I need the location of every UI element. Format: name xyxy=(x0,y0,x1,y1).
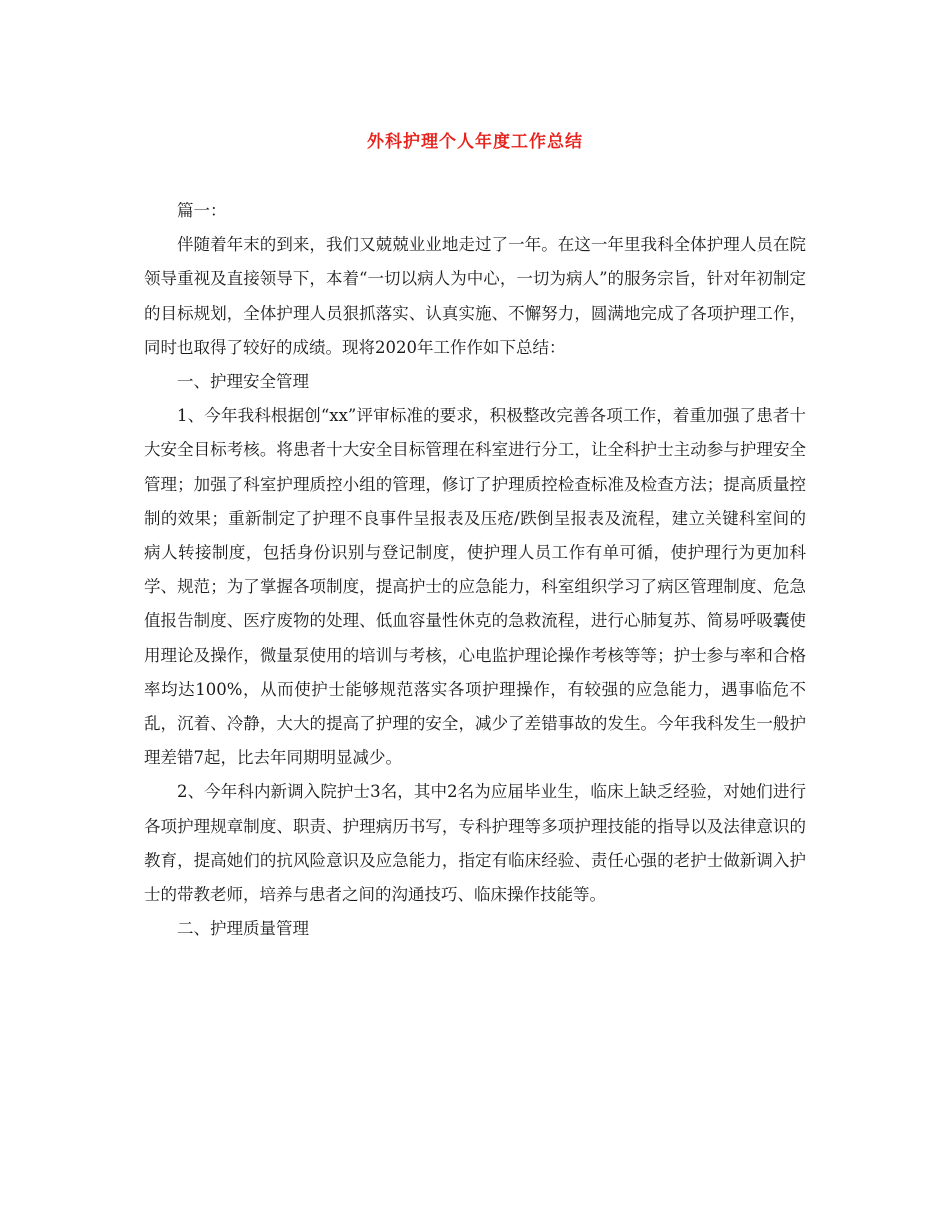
paragraph-safety-item-2: 2、今年科内新调入院护士3名，其中2名为应届毕业生，临床上缺乏经验，对她们进行各项护理规章制度、职责、护理病历书写，专科护理等多项护理技能的指导以及法律意识的教育，提高她们的抗风险意识及应急能力，指定有临床经验、责任心强的老护士做新调入护士的带教老师，培养与患者之间的沟通技巧、临床操作技能等。 xyxy=(144,782,806,905)
paragraph-chapter-label: 篇一： xyxy=(177,201,227,220)
document-title: 外科护理个人年度工作总结 xyxy=(367,132,583,152)
section-heading-quality: 二、护理质量管理 xyxy=(177,919,309,939)
section-heading-safety: 一、护理安全管理 xyxy=(177,372,309,392)
document-body xyxy=(144,194,806,946)
paragraph-intro: 伴随着年末的到来，我们又兢兢业业地走过了一年。在这一年里我科全体护理人员在院领导重视及直接领导下，本着“一切以病人为中心，一切为病人”的服务宗旨，针对年初制定的目标规划，全体护理人员狠抓落实、认真实施、不懈努力，圆满地完成了各项护理工作，同时也取得了较好的成绩。现将2020年工作作如下总结： xyxy=(144,235,806,357)
paragraph-safety-item-1: 1、今年我科根据创“xx”评审标准的要求，积极整改完善各项工作，着重加强了患者十大安全目标考核。将患者十大安全目标管理在科室进行分工，让全科护士主动参与护理安全管理；加强了科室护理质控小组的管理，修订了护理质控检查标准及检查方法；提高质量控制的效果；重新制定了护理不良事件呈报表及压疮/跌倒呈报表及流程，建立关键科室间的病人转接制度，包括身份识别与登记制度，使护理人员工作有单可循，使护理行为更加科学、规范；为了掌握各项制度，提高护士的应急能力，科室组织学习了病区管理制度、危急值报告制度、医疗废物的处理、低血容量性休克的急救流程，进行心肺复苏、简易呼吸囊使用理论及操作，微量泵使用的培训与考核，心电监护理论操作考核等等；护士参与率和合格率均达100%，从而使护士能够规范落实各项护理操作，有较强的应急能力，遇事临危不乱，沉着、冷静，大大的提高了护理的安全，减少了差错事故的发生。今年我科发生一般护理差错7起，比去年同期明显减少。 xyxy=(144,406,806,768)
